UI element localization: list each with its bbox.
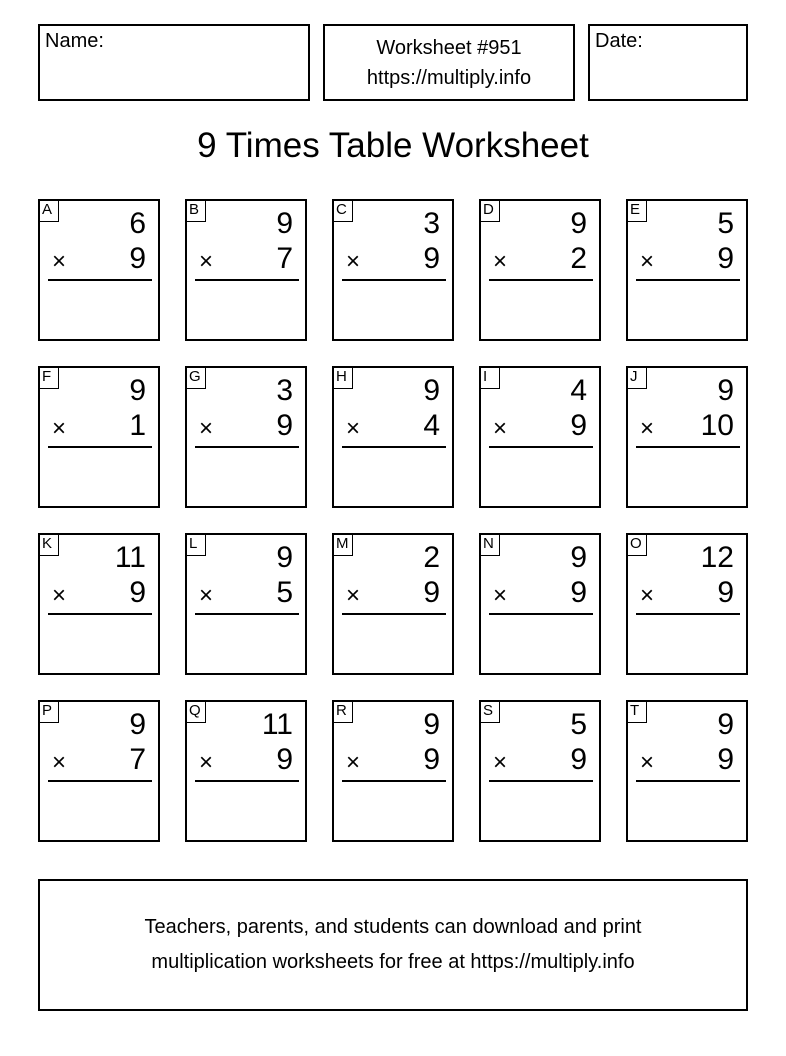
multiplicand: 9 (717, 708, 734, 741)
answer-line (195, 279, 299, 281)
problem-letter: K (39, 534, 59, 556)
times-sign: × (640, 582, 655, 609)
answer-line (489, 780, 593, 782)
answer-line (489, 613, 593, 615)
problem-card (626, 700, 748, 842)
problem-letter: J (627, 367, 647, 389)
multiplicand: 9 (129, 708, 146, 741)
times-sign: × (199, 582, 214, 609)
multiplicand: 2 (423, 541, 440, 574)
answer-line (636, 446, 740, 448)
multiplier: 9 (423, 242, 440, 275)
worksheet-number: Worksheet #951 (376, 36, 522, 59)
name-label: Name: (45, 30, 104, 52)
problem-letter: D (480, 200, 500, 222)
multiplier: 9 (129, 242, 146, 275)
times-sign: × (199, 415, 214, 442)
multiplicand: 5 (570, 708, 587, 741)
times-sign: × (493, 749, 508, 776)
multiplier: 9 (570, 409, 587, 442)
problem-card (332, 199, 454, 341)
multiplier: 9 (129, 576, 146, 609)
multiplier: 1 (129, 409, 146, 442)
times-sign: × (346, 749, 361, 776)
answer-line (636, 279, 740, 281)
times-sign: × (199, 749, 214, 776)
worksheet-info-box (323, 24, 575, 101)
problem-card (185, 700, 307, 842)
problem-card (38, 199, 160, 341)
problem-card (479, 366, 601, 508)
footer-line-1: Teachers, parents, and students can download and print (144, 916, 642, 938)
multiplicand: 9 (570, 207, 587, 240)
problem-card (479, 533, 601, 675)
problem-card (185, 533, 307, 675)
multiplier: 9 (423, 576, 440, 609)
answer-line (342, 446, 446, 448)
answer-line (342, 780, 446, 782)
times-sign: × (52, 582, 67, 609)
problem-letter: B (186, 200, 206, 222)
times-sign: × (493, 415, 508, 442)
multiplicand: 3 (423, 207, 440, 240)
multiplicand: 5 (717, 207, 734, 240)
times-sign: × (493, 582, 508, 609)
times-sign: × (493, 248, 508, 275)
multiplier: 9 (276, 743, 293, 776)
problem-letter: M (333, 534, 353, 556)
answer-line (489, 279, 593, 281)
problem-card (332, 366, 454, 508)
problem-letter: G (186, 367, 206, 389)
footer-line-2: multiplication worksheets for free at https://multiply.info (151, 951, 635, 973)
multiplier: 10 (700, 409, 734, 442)
times-sign: × (640, 749, 655, 776)
times-sign: × (346, 415, 361, 442)
problem-card (626, 366, 748, 508)
answer-line (195, 446, 299, 448)
times-sign: × (52, 749, 67, 776)
date-label: Date: (595, 30, 643, 52)
multiplier: 9 (570, 743, 587, 776)
multiplicand: 9 (423, 374, 440, 407)
problem-card (185, 199, 307, 341)
answer-line (489, 446, 593, 448)
answer-line (48, 613, 152, 615)
answer-line (48, 446, 152, 448)
problem-letter: O (627, 534, 647, 556)
problem-letter: L (186, 534, 206, 556)
footer-note (38, 879, 748, 1011)
problem-card (626, 199, 748, 341)
multiplier: 2 (570, 242, 587, 275)
answer-line (195, 613, 299, 615)
multiplier: 4 (423, 409, 440, 442)
problem-card (38, 700, 160, 842)
multiplicand: 9 (276, 207, 293, 240)
problem-card (38, 366, 160, 508)
answer-line (48, 279, 152, 281)
date-box (588, 24, 748, 101)
multiplicand: 12 (700, 541, 734, 574)
problem-letter: H (333, 367, 353, 389)
problem-letter: F (39, 367, 59, 389)
multiplicand: 4 (570, 374, 587, 407)
problem-letter: P (39, 701, 59, 723)
answer-line (342, 613, 446, 615)
multiplier: 9 (717, 576, 734, 609)
problem-letter: N (480, 534, 500, 556)
problem-card (332, 700, 454, 842)
multiplicand: 9 (129, 374, 146, 407)
times-sign: × (640, 415, 655, 442)
name-box (38, 24, 310, 101)
site-url: https://multiply.info (366, 66, 532, 89)
multiplicand: 9 (717, 374, 734, 407)
multiplier: 7 (276, 242, 293, 275)
answer-line (636, 780, 740, 782)
problem-letter: R (333, 701, 353, 723)
times-sign: × (52, 248, 67, 275)
answer-line (636, 613, 740, 615)
multiplier: 9 (570, 576, 587, 609)
problem-letter: C (333, 200, 353, 222)
times-sign: × (346, 248, 361, 275)
problem-card (479, 700, 601, 842)
multiplier: 9 (276, 409, 293, 442)
answer-line (342, 279, 446, 281)
times-sign: × (640, 248, 655, 275)
problem-card (332, 533, 454, 675)
multiplier: 9 (717, 242, 734, 275)
problem-card (626, 533, 748, 675)
multiplicand: 9 (423, 708, 440, 741)
problem-letter: S (480, 701, 500, 723)
multiplier: 9 (423, 743, 440, 776)
answer-line (48, 780, 152, 782)
problem-letter: T (627, 701, 647, 723)
times-sign: × (346, 582, 361, 609)
multiplier: 7 (129, 743, 146, 776)
multiplicand: 9 (570, 541, 587, 574)
page-title: 9 Times Table Worksheet (197, 126, 589, 165)
multiplicand: 3 (276, 374, 293, 407)
problem-letter: A (39, 200, 59, 222)
answer-line (195, 780, 299, 782)
multiplicand: 11 (114, 541, 146, 574)
problem-card (38, 533, 160, 675)
times-sign: × (52, 415, 67, 442)
times-sign: × (199, 248, 214, 275)
multiplicand: 6 (129, 207, 146, 240)
problem-letter: E (627, 200, 647, 222)
multiplier: 9 (717, 743, 734, 776)
multiplier: 5 (276, 576, 293, 609)
multiplicand: 9 (276, 541, 293, 574)
problem-card (479, 199, 601, 341)
problem-letter: I (480, 367, 500, 389)
multiplicand: 11 (261, 708, 293, 741)
problem-card (185, 366, 307, 508)
problem-letter: Q (186, 701, 206, 723)
